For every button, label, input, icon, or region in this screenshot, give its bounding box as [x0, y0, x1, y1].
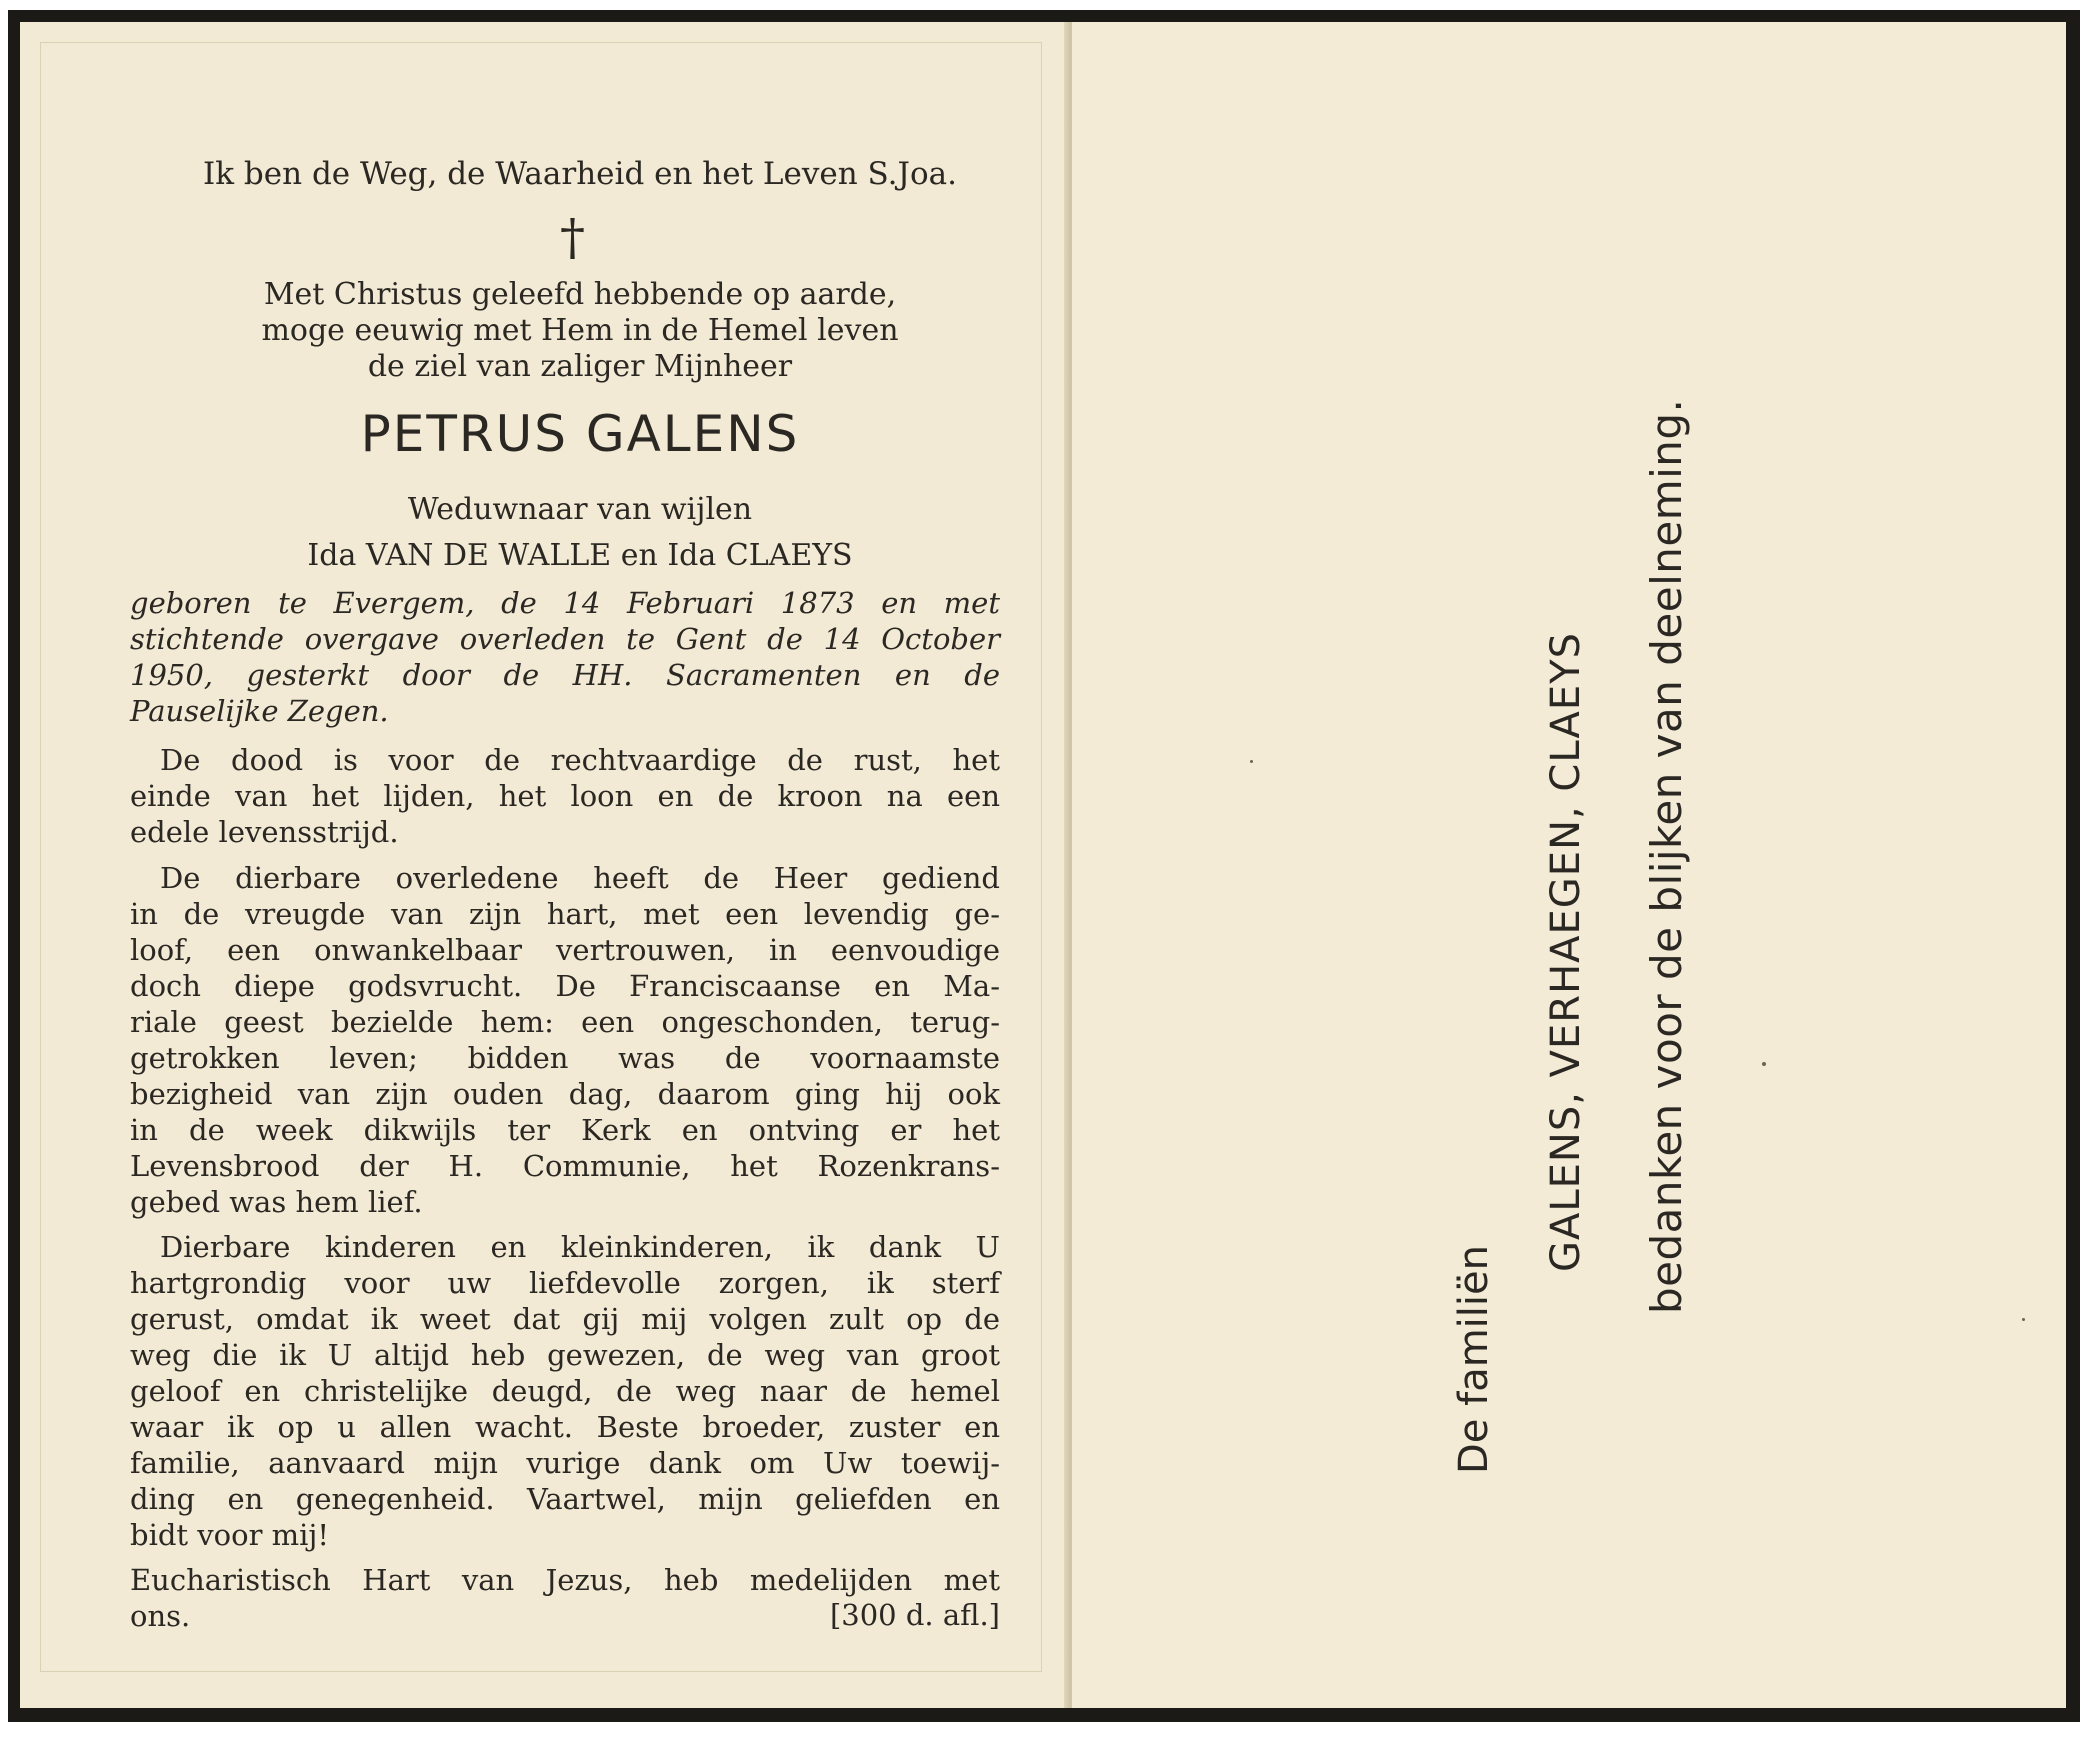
paragraph-line: familie, aanvaard mijn vurige dank om Uw toewij-: [130, 1446, 1000, 1480]
cross-icon: †: [560, 208, 585, 266]
prayer-line: Eucharistisch Hart van Jezus, heb medelijden met: [130, 1563, 1000, 1597]
intro-line: moge eeuwig met Hem in de Hemel leven: [261, 313, 899, 348]
paragraph-line: edele levensstrijd.: [130, 815, 399, 849]
deceased-name: PETRUS GALENS: [360, 405, 800, 463]
thanks-line-family-names: GALENS, VERHAEGEN, CLAEYS: [1543, 631, 1589, 1272]
paragraph-line: weg die ik U altijd heb gewezen, de weg van groot: [130, 1338, 1000, 1372]
paragraph-line: Levensbrood der H. Communie, het Rozenkrans-: [130, 1149, 1000, 1183]
widower-line: Weduwnaar van wijlen: [407, 492, 753, 527]
paragraph-line: gerust, omdat ik weet dat gij mij volgen zult op de: [130, 1302, 1000, 1336]
birth-death-text: [130, 585, 1000, 729]
birth-line: geboren te Evergem, de 14 Februari 1873 en met: [130, 586, 1000, 620]
paragraph-farewell: [130, 1229, 1000, 1553]
paragraph-death-rest: [130, 742, 1000, 850]
paragraph-line: Dierbare kinderen en kleinkinderen, ik dank U: [160, 1230, 1000, 1264]
paragraph-line: riale geest bezielde hem: een ongeschonden, terug-: [130, 1005, 1000, 1039]
intro-text: [140, 277, 1020, 385]
paragraph-line: bezigheid van zijn ouden dag, daarom ging hij ook: [130, 1077, 1000, 1111]
paragraph-line: geloof en christelijke deugd, de weg naar de hemel: [130, 1374, 1000, 1408]
paragraph-line: loof, een onwankelbaar vertrouwen, in eenvoudige: [130, 933, 1000, 967]
indulgence-note: [300 d. afl.]: [829, 1598, 1000, 1632]
paragraph-line: gebed was hem lief.: [130, 1185, 423, 1219]
paragraph-line: bidt voor mij!: [130, 1518, 330, 1552]
birth-line: 1950, gesterkt door de HH. Sacramenten en de: [130, 658, 1000, 692]
paper-speck: [1250, 760, 1253, 763]
paragraph-line: waar ik op u allen wacht. Beste broeder, zuster en: [130, 1410, 1000, 1444]
paragraph-line: in de vreugde van zijn hart, met een levendig ge-: [130, 897, 1000, 931]
bible-motto: Ik ben de Weg, de Waarheid en het Leven S.Joa.: [203, 156, 957, 192]
paragraph-line: getrokken leven; bidden was de voornaamste: [130, 1041, 1000, 1075]
paragraph-line: doch diepe godsvrucht. De Franciscaanse en Ma-: [130, 969, 1000, 1003]
paragraph-line: De dood is voor de rechtvaardige de rust, het: [160, 743, 1000, 777]
paragraph-line: De dierbare overledene heeft de Heer gediend: [160, 861, 1000, 895]
birth-line: Pauselijke Zegen.: [130, 694, 389, 728]
thanks-line-families: De familiën: [1451, 1245, 1497, 1474]
intro-line: de ziel van zaliger Mijnheer: [367, 349, 793, 384]
memorial-card: [8, 10, 2080, 1722]
paper-speck: [1762, 1062, 1766, 1066]
prayer-line: ons.: [130, 1599, 191, 1633]
intro-line: Met Christus geleefd hebbende op aarde,: [263, 277, 897, 312]
paragraph-biography: [130, 860, 1000, 1220]
paragraph-line: in de week dikwijls ter Kerk en ontving er het: [130, 1113, 1000, 1147]
paragraph-line: ding en genegenheid. Vaartwel, mijn geliefden en: [130, 1482, 1000, 1516]
paragraph-line: hartgrondig voor uw liefdevolle zorgen, ik sterf: [130, 1266, 1000, 1300]
paper-speck: [2022, 1318, 2025, 1321]
paragraph-line: einde van het lijden, het loon en de kroon na een: [130, 779, 1000, 813]
birth-line: stichtende overgave overleden te Gent de 14 October: [130, 622, 1000, 656]
thanks-line-message: bedanken voor de blijken van deelneming.: [1642, 398, 1691, 1314]
left-panel: [20, 22, 1068, 1708]
spouses-line: Ida VAN DE WALLE en Ida CLAEYS: [307, 538, 853, 573]
